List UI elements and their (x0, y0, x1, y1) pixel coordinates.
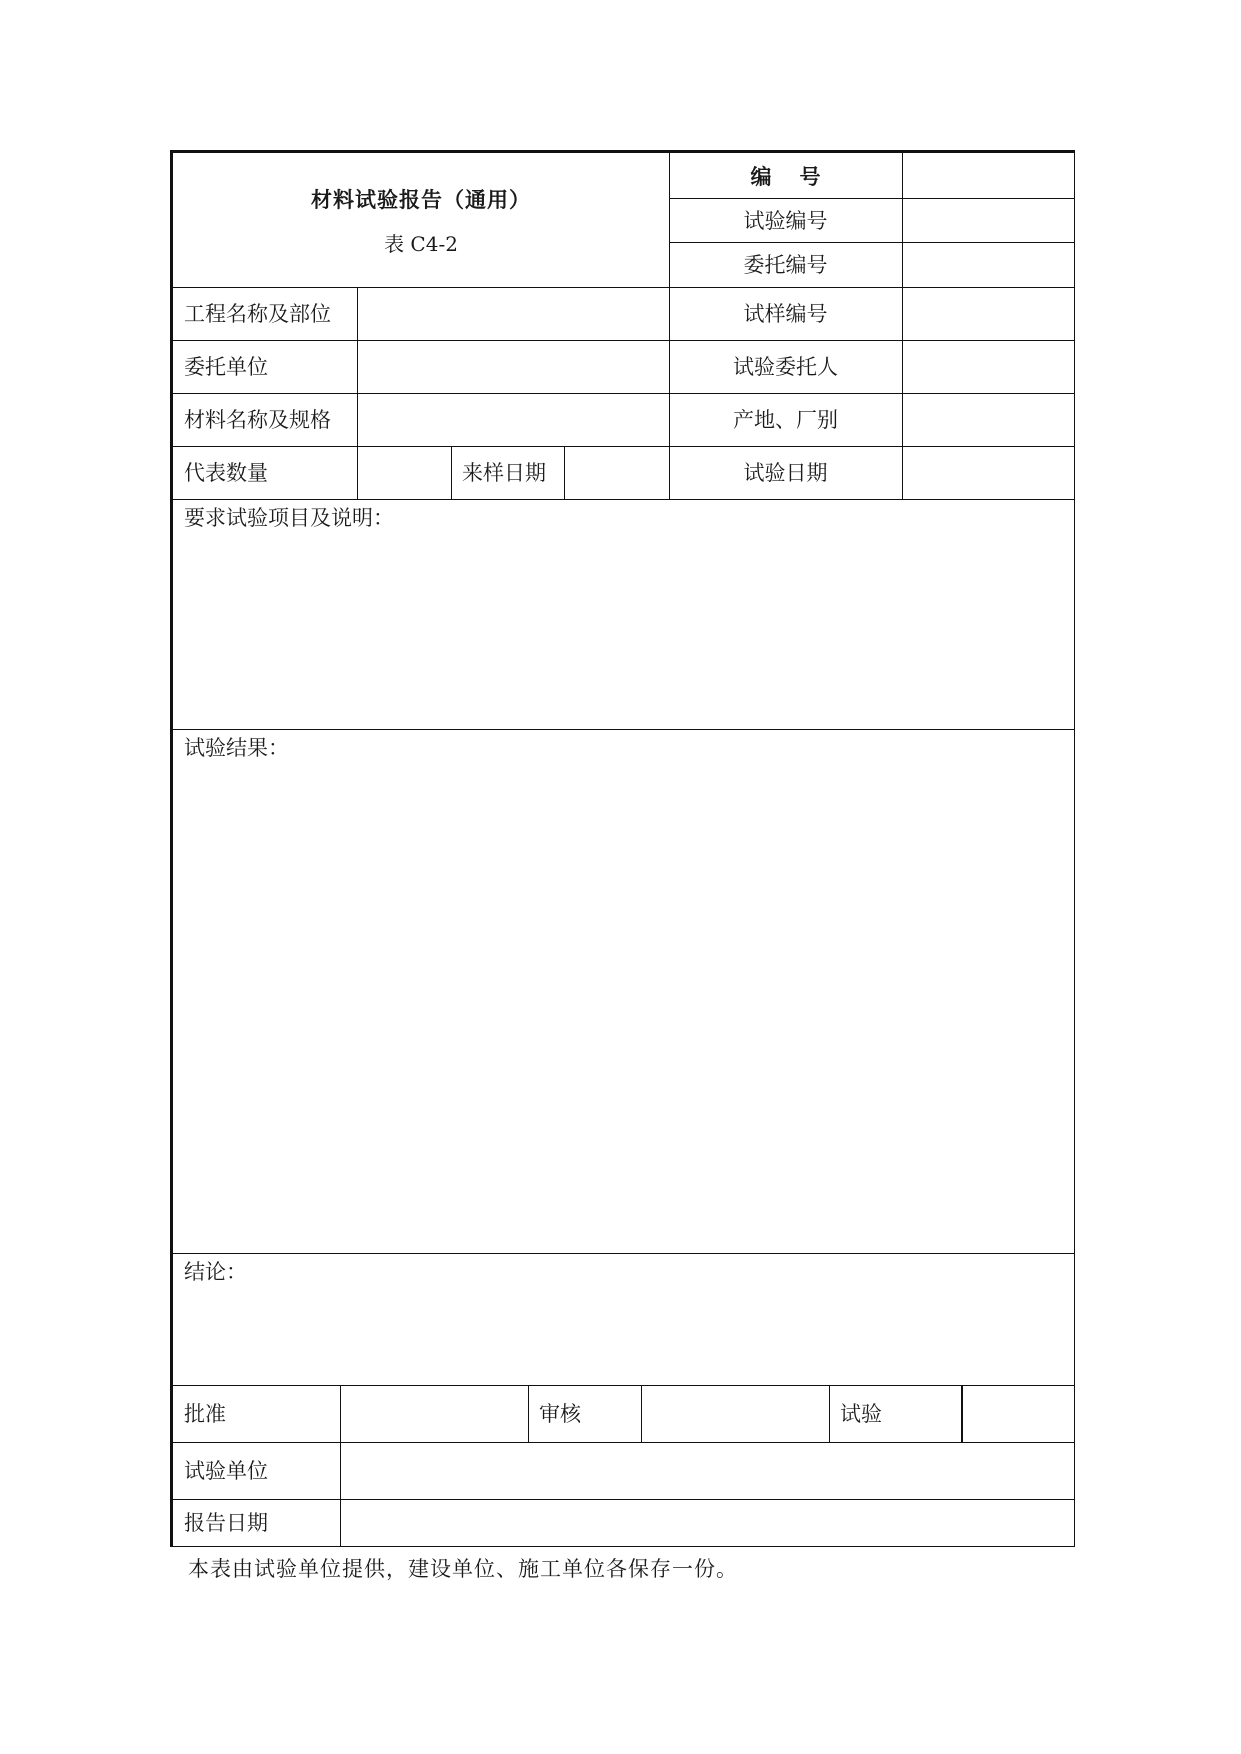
grid-line (669, 242, 1075, 243)
report-date-value[interactable] (340, 1500, 1075, 1547)
conclusion-section[interactable] (173, 1254, 1075, 1386)
review-label: 审核 (539, 1402, 581, 1426)
sample-number-value[interactable] (902, 288, 1075, 341)
grid-line (173, 1253, 1075, 1254)
form-code: 表 C4-2 (384, 232, 458, 256)
grid-line (173, 287, 1075, 288)
grid-line (451, 447, 452, 500)
quantity-label: 代表数量 (184, 461, 268, 485)
grid-line (173, 729, 1075, 730)
grid-line (173, 1442, 1075, 1443)
grid-line (829, 1386, 830, 1443)
test-number-value[interactable] (902, 199, 1075, 243)
test-number-label: 试验编号 (743, 208, 828, 233)
test-date-label: 试验日期 (743, 461, 828, 485)
results-label: 试验结果： (184, 736, 289, 760)
project-name-value[interactable] (357, 288, 669, 341)
client-unit-value[interactable] (357, 341, 669, 394)
test-label: 试验 (840, 1402, 882, 1426)
number-value[interactable] (902, 153, 1075, 199)
origin-value[interactable] (902, 394, 1075, 447)
grid-line (173, 1385, 1075, 1386)
test-unit-label: 试验单位 (184, 1459, 268, 1483)
review-value[interactable] (641, 1386, 829, 1443)
conclusion-label: 结论： (184, 1260, 247, 1284)
title-block (173, 153, 669, 288)
grid-line (641, 1386, 642, 1443)
quantity-value[interactable] (357, 447, 451, 500)
report-date-label: 报告日期 (184, 1511, 268, 1535)
form-title: 材料试验报告（通用） (311, 187, 531, 212)
grid-line (528, 1386, 529, 1443)
approve-value[interactable] (340, 1386, 528, 1443)
grid-line (669, 198, 1075, 199)
number-label-text: 编号 (750, 163, 849, 189)
grid-line (173, 340, 1075, 341)
results-section[interactable] (173, 730, 1075, 1254)
test-unit-value[interactable] (340, 1443, 1075, 1500)
commission-number-label: 委托编号 (743, 253, 828, 277)
footer-note: 本表由试验单位提供，建设单位、施工单位各保存一份。 (188, 1557, 738, 1581)
requirements-label: 要求试验项目及说明： (184, 506, 394, 530)
material-name-value[interactable] (357, 394, 669, 447)
requirements-section[interactable] (173, 500, 1075, 730)
sampling-date-value[interactable] (564, 447, 669, 500)
grid-line (669, 153, 670, 500)
test-date-value[interactable] (902, 447, 1075, 500)
number-label (669, 153, 902, 199)
grid-line (902, 153, 903, 500)
grid-line (564, 447, 565, 500)
origin-label: 产地、厂别 (733, 408, 838, 432)
grid-line (961, 1386, 963, 1443)
test-client-label: 试验委托人 (733, 355, 838, 379)
material-name-label: 材料名称及规格 (184, 408, 331, 432)
grid-line (340, 1386, 341, 1547)
grid-line (173, 1499, 1075, 1500)
grid-line (173, 393, 1075, 394)
test-client-value[interactable] (902, 341, 1075, 394)
test-report-form (170, 150, 1075, 1547)
commission-number-value[interactable] (902, 243, 1075, 288)
grid-line (357, 288, 358, 500)
client-unit-label: 委托单位 (184, 355, 268, 379)
project-name-label: 工程名称及部位 (184, 302, 331, 326)
approve-label: 批准 (184, 1402, 226, 1426)
sample-number-label: 试样编号 (743, 302, 828, 326)
sampling-date-label: 来样日期 (462, 461, 546, 485)
test-value[interactable] (962, 1386, 1075, 1443)
grid-line (173, 446, 1075, 447)
grid-line (173, 499, 1075, 500)
